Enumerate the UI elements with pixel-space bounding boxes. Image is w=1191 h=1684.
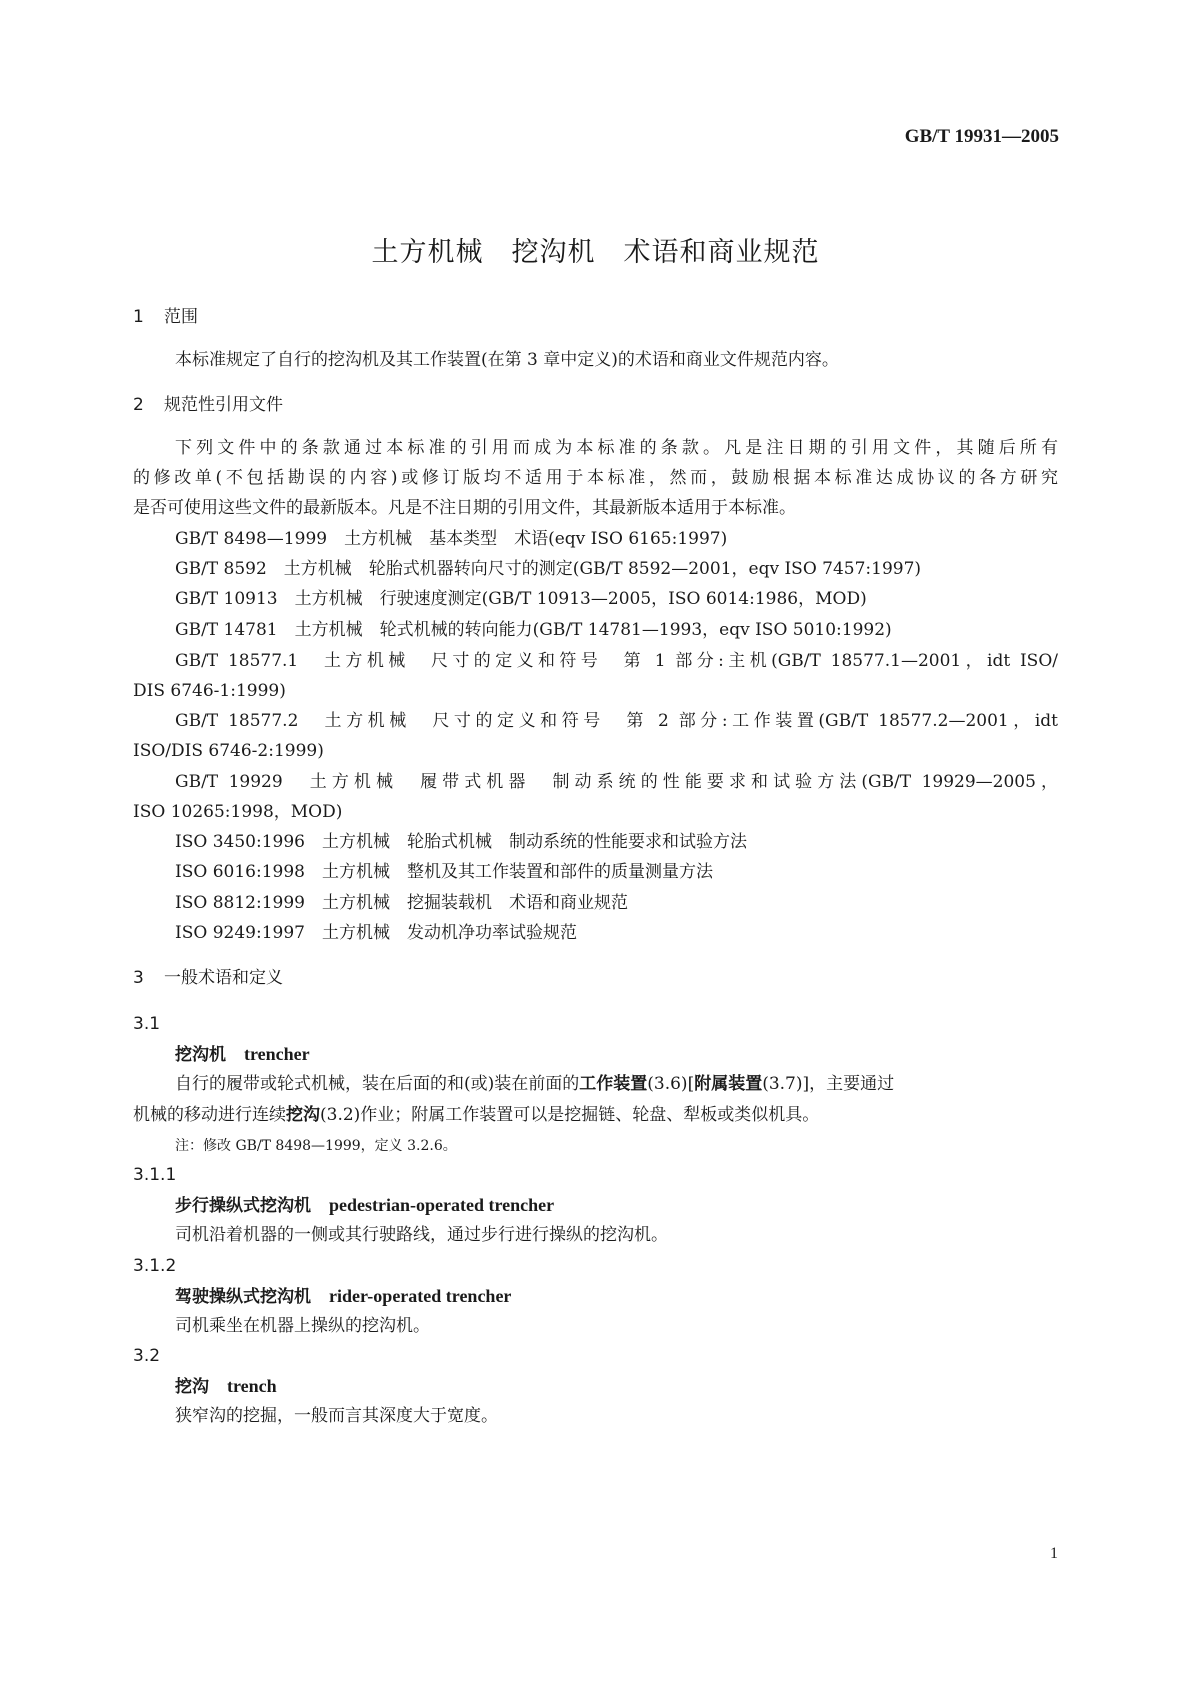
definition-fragment: (3.6)[ xyxy=(647,1074,695,1094)
definition-fragment: 机械的移动进行连续 xyxy=(133,1105,286,1125)
reference-item: ISO 3450:1996 土方机械 轮胎式机械 制动系统的性能要求和试验方法 xyxy=(175,832,747,852)
section-number: 1 xyxy=(133,307,144,327)
section-heading-3 xyxy=(133,967,283,989)
clause-number: 3.1.1 xyxy=(133,1165,177,1185)
definition-fragment: (3.7)]，主要通过 xyxy=(762,1074,895,1094)
document-title: 土方机械 挖沟机 术语和商业规范 xyxy=(371,237,820,268)
section-1-text: 本标准规定了自行的挖沟机及其工作装置(在第 3 章中定义)的术语和商业文件规范内容。 xyxy=(175,350,839,370)
reference-item: ISO 8812:1999 土方机械 挖掘装载机 术语和商业规范 xyxy=(175,893,628,913)
term-chinese: 步行操纵式挖沟机 xyxy=(175,1196,311,1216)
section-2-intro-line: 是否可使用这些文件的最新版本。凡是不注日期的引用文件，其最新版本适用于本标准。 xyxy=(133,498,796,518)
standard-number: GB/T 19931—2005 xyxy=(904,126,1059,147)
reference-item-continuation: ISO/DIS 6746-2:1999) xyxy=(133,741,324,761)
definition-text xyxy=(133,1104,819,1126)
term-heading xyxy=(175,1375,277,1398)
reference-item: ISO 6016:1998 土方机械 整机及其工作装置和部件的质量测量方法 xyxy=(175,862,713,882)
definition-fragment: 自行的履带或轮式机械，装在后面的和(或)装在前面的 xyxy=(175,1074,580,1094)
section-title: 一般术语和定义 xyxy=(164,968,283,988)
term-heading xyxy=(175,1285,511,1308)
reference-item: GB/T 18577.2 土方机械 尺寸的定义和符号 第 2 部分:工作装置(GB/T 18577.2—2001，idt xyxy=(175,711,1058,731)
definition-text: 狭窄沟的挖掘，一般而言其深度大于宽度。 xyxy=(175,1406,498,1426)
term-english: rider-operated trencher xyxy=(329,1286,512,1306)
definition-text: 司机沿着机器的一侧或其行驶路线，通过步行进行操纵的挖沟机。 xyxy=(175,1225,668,1245)
definition-text xyxy=(175,1073,894,1095)
section-2-intro-line: 的修改单(不包括勘误的内容)或修订版均不适用于本标准，然而，鼓励根据本标准达成协议的各方研究 xyxy=(133,468,1058,488)
reference-item: GB/T 8592 土方机械 轮胎式机器转向尺寸的测定(GB/T 8592—2001，eqv ISO 7457:1997) xyxy=(175,559,922,579)
section-heading-2 xyxy=(133,394,283,416)
term-reference: 挖沟 xyxy=(286,1105,320,1125)
section-heading-1 xyxy=(133,306,198,328)
term-chinese: 挖沟 xyxy=(175,1377,209,1397)
reference-item: GB/T 18577.1 土方机械 尺寸的定义和符号 第 1 部分:主机(GB/T 18577.1—2001，idt ISO/ xyxy=(175,651,1058,671)
term-heading xyxy=(175,1043,310,1066)
term-heading xyxy=(175,1194,554,1217)
clause-number: 3.1 xyxy=(133,1014,161,1034)
clause-number: 3.1.2 xyxy=(133,1256,177,1276)
note: 注：修改 GB/T 8498—1999，定义 3.2.6。 xyxy=(175,1138,457,1154)
reference-item: GB/T 14781 土方机械 轮式机械的转向能力(GB/T 14781—1993，eqv ISO 5010:1992) xyxy=(175,620,892,640)
section-2-intro-line: 下列文件中的条款通过本标准的引用而成为本标准的条款。凡是注日期的引用文件，其随后所有 xyxy=(175,438,1058,458)
reference-item: GB/T 8498—1999 土方机械 基本类型 术语(eqv ISO 6165:1997) xyxy=(175,529,728,549)
clause-number: 3.2 xyxy=(133,1346,161,1366)
term-reference: 附属装置 xyxy=(694,1074,763,1094)
reference-item-continuation: DIS 6746-1:1999) xyxy=(133,681,286,701)
definition-text: 司机乘坐在机器上操纵的挖沟机。 xyxy=(175,1316,430,1336)
term-english: pedestrian-operated trencher xyxy=(329,1195,555,1215)
definition-fragment: (3.2)作业；附属工作装置可以是挖掘链、轮盘、犁板或类似机具。 xyxy=(320,1105,820,1125)
reference-item: GB/T 10913 土方机械 行驶速度测定(GB/T 10913—2005，ISO 6014:1986，MOD) xyxy=(175,589,867,609)
term-chinese: 挖沟机 xyxy=(175,1045,226,1065)
section-number: 3 xyxy=(133,968,144,988)
reference-item-continuation: ISO 10265:1998，MOD) xyxy=(133,802,343,822)
page-number: 1 xyxy=(1050,1545,1058,1562)
section-title: 规范性引用文件 xyxy=(164,395,283,415)
term-reference: 工作装置 xyxy=(579,1074,648,1094)
section-number: 2 xyxy=(133,395,144,415)
reference-item: ISO 9249:1997 土方机械 发动机净功率试验规范 xyxy=(175,923,577,943)
term-english: trench xyxy=(227,1376,277,1396)
term-chinese: 驾驶操纵式挖沟机 xyxy=(175,1287,311,1307)
term-english: trencher xyxy=(244,1044,310,1064)
section-title: 范围 xyxy=(164,307,198,327)
reference-item: GB/T 19929 土方机械 履带式机器 制动系统的性能要求和试验方法(GB/T 19929—2005， xyxy=(175,772,1058,792)
